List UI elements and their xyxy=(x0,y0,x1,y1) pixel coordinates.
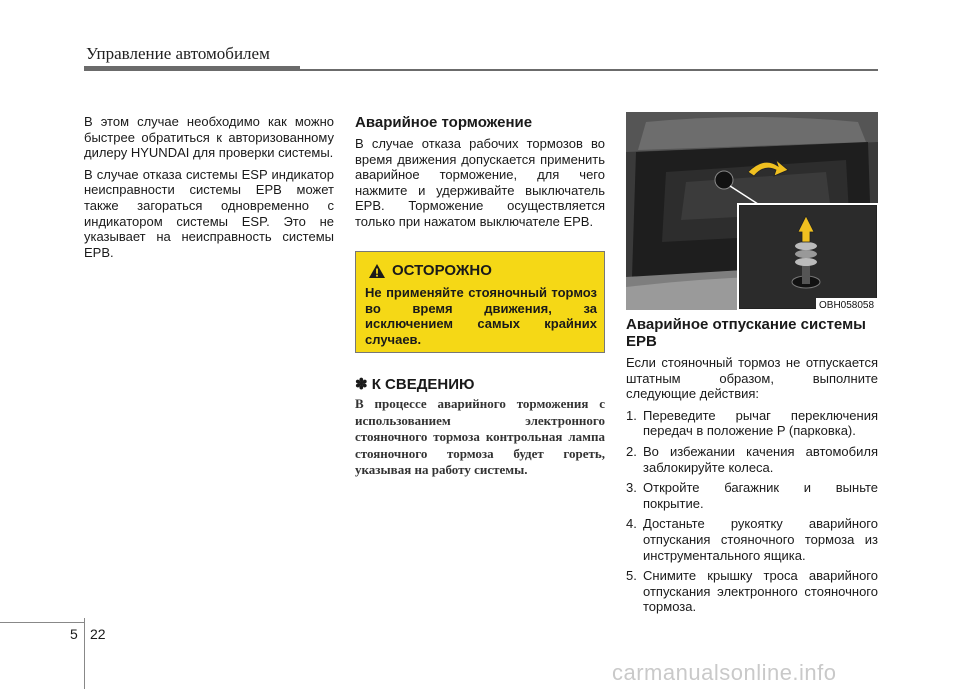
list-item: 2. Во избежании качения автомобиля заблокируйте колеса. xyxy=(626,443,878,475)
list-item: 5. Снимите крышку троса аварийного отпускания электронного стояночного тормоза. xyxy=(626,568,878,615)
paragraph-1: В этом случае необходимо как можно быстрее обратиться к авторизованному дилеру HYUNDAI для проверки системы. xyxy=(84,114,334,161)
note-title: ✽ К СВЕДЕНИЮ xyxy=(355,376,475,393)
trunk-photo xyxy=(626,112,878,310)
page-number: 22 xyxy=(90,626,106,642)
steps-list xyxy=(626,408,878,615)
epb-release-intro: Если стояночный тормоз не отпускается штатным образом, выполните следующие действия: xyxy=(626,355,878,402)
warning-title: ОСТОРОЖНО xyxy=(392,262,492,279)
paragraph-2: В случае отказа системы ESP индикатор неисправности системы EPB может также загораться одновременно с индикатором системы ESP. Это не указывает на неисправность системы EPB. xyxy=(84,166,334,260)
warning-title-row xyxy=(368,262,492,279)
header-rule xyxy=(84,66,300,71)
list-item: 4. Достаньте рукоятку аварийного отпускания стояночного тормоза из инструментального ящика. xyxy=(626,516,878,563)
emergency-braking-text: В случае отказа рабочих тормозов во время движения допускается применить аварийное торможение, для чего нажмите и удерживайте выключатель EPB. Торможение осуществляется только при нажатом выключателе EPB. xyxy=(355,136,605,229)
column-middle xyxy=(355,114,605,236)
section-number: 5 xyxy=(70,626,78,642)
list-item: 1. Переведите рычаг переключения передач в положение P (парковка). xyxy=(626,407,878,439)
section-title: Управление автомобилем xyxy=(86,44,270,63)
note-text: В процессе аварийного торможения с использованием электронного стояночного тормоза контрольная лампа стояночного тормоза будет гореть, указывая на работу системы. xyxy=(355,396,605,477)
epb-release-heading: Аварийное отпускание системы EPB xyxy=(626,316,866,350)
warning-text: Не применяйте стояночный тормоз во время движения, за исключением самых крайних случаев. xyxy=(365,285,597,347)
warning-box xyxy=(355,251,605,353)
column-left xyxy=(84,114,334,266)
list-item: 3. Откройте багажник и выньте покрытие. xyxy=(626,480,878,511)
footer-rule xyxy=(0,622,84,623)
watermark[interactable]: carmanualsonline.info xyxy=(612,660,837,685)
warning-triangle-icon xyxy=(368,263,386,279)
emergency-braking-heading: Аварийное торможение xyxy=(355,114,533,131)
footer-divider xyxy=(84,618,85,689)
column-right xyxy=(626,316,878,620)
figure-code: OBH058058 xyxy=(819,300,875,310)
header-rule-thin xyxy=(300,69,878,71)
